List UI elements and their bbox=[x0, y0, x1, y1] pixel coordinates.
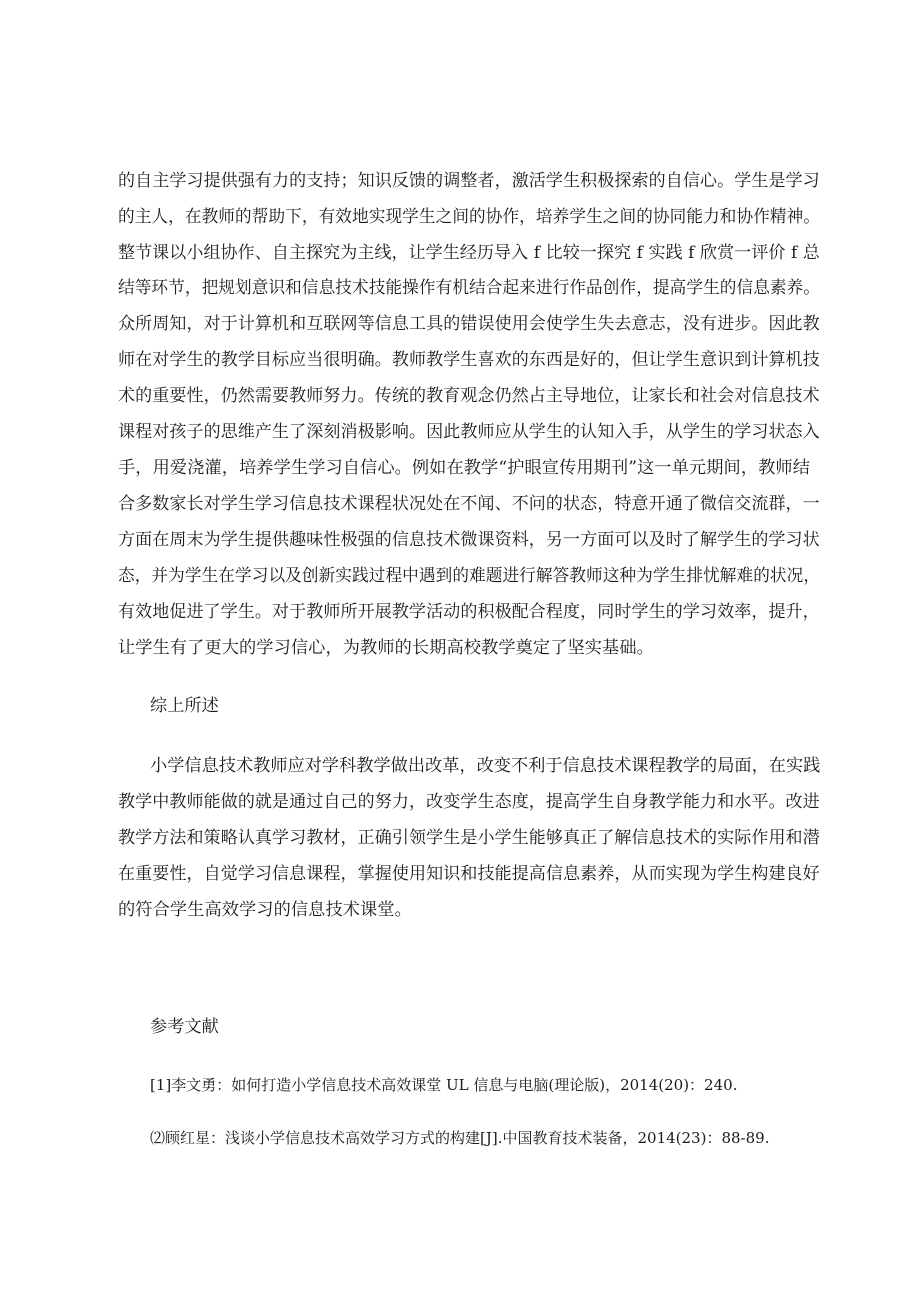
paragraph-line: 众所周知，对于计算机和互联网等信息工具的错误使用会使学生失去意志，没有进步。因此教 bbox=[118, 314, 820, 334]
paragraph-line: 教学中教师能做的就是通过自己的努力，改变学生态度，提高学生自身教学能力和水平。改进 bbox=[118, 792, 820, 812]
paragraph-line: 合多数家长对学生学习信息技术课程状况处在不闻、不问的状态，特意开通了微信交流群，一 bbox=[118, 494, 820, 514]
paragraph-line: 让学生有了更大的学习信心，为教师的长期高校教学奠定了坚实基础。 bbox=[118, 638, 654, 658]
paragraph-line: 的符合学生高效学习的信息技术课堂。 bbox=[118, 900, 412, 920]
reference-item: [1]李文勇：如何打造小学信息技术高效课堂 UL 信息与电脑(理论版)，2014(20)：240. bbox=[150, 1076, 738, 1094]
paragraph-line: 结等环节，把规划意识和信息技术技能操作有机结合起来进行作品创作，提高学生的信息素养。 bbox=[118, 278, 821, 298]
references-heading: 参考文献 bbox=[150, 1017, 219, 1037]
paragraph-line: 方面在周末为学生提供趣味性极强的信息技术微课资料，另一方面可以及时了解学生的学习状 bbox=[118, 530, 820, 550]
paragraph-line: 术的重要性，仍然需要教师努力。传统的教育观念仍然占主导地位，让家长和社会对信息技术 bbox=[118, 386, 820, 406]
paragraph-line: 教学方法和策略认真学习教材，正确引领学生是小学生能够真正了解信息技术的实际作用和潜 bbox=[118, 828, 820, 848]
paragraph-line: 的自主学习提供强有力的支持；知识反馈的调整者，激活学生积极探索的自信心。学生是学习 bbox=[118, 171, 820, 191]
paragraph-line: 小学信息技术教师应对学科教学做出改革，改变不利于信息技术课程教学的局面，在实践 bbox=[150, 756, 821, 776]
paragraph-line: 手，用爱浇灌，培养学生学习自信心。例如在教学“护眼宣传用期刊”这一单元期间，教师结 bbox=[118, 458, 810, 478]
paragraph-line: 的主人，在教师的帮助下，有效地实现学生之间的协作，培养学生之间的协同能力和协作精神。 bbox=[118, 207, 821, 227]
paragraph-line: 有效地促进了学生。对于教师所开展教学活动的积极配合程度，同时学生的学习效率，提升， bbox=[118, 602, 820, 622]
paragraph-line: 整节课以小组协作、自主探究为主线，让学生经历导入 f 比较一探究 f 实践 f 欣赏一评价 f 总 bbox=[118, 243, 820, 263]
summary-heading: 综上所述 bbox=[150, 696, 219, 716]
paragraph-line: 师在对学生的教学目标应当很明确。教师教学生喜欢的东西是好的，但让学生意识到计算机技 bbox=[118, 350, 820, 370]
paragraph-line: 态，并为学生在学习以及创新实践过程中遇到的难题进行解答教师这种为学生排忧解难的状况， bbox=[118, 566, 821, 586]
reference-item: ⑵顾红星：浅谈小学信息技术高效学习方式的构建[J].中国教育技术装备，2014(23)：88-89. bbox=[150, 1129, 770, 1147]
paragraph-line: 在重要性，自觉学习信息课程，掌握使用知识和技能提高信息素养，从而实现为学生构建良好 bbox=[118, 864, 820, 884]
paragraph-line: 课程对孩子的思维产生了深刻消极影响。因此教师应从学生的认知入手，从学生的学习状态入 bbox=[118, 422, 820, 442]
